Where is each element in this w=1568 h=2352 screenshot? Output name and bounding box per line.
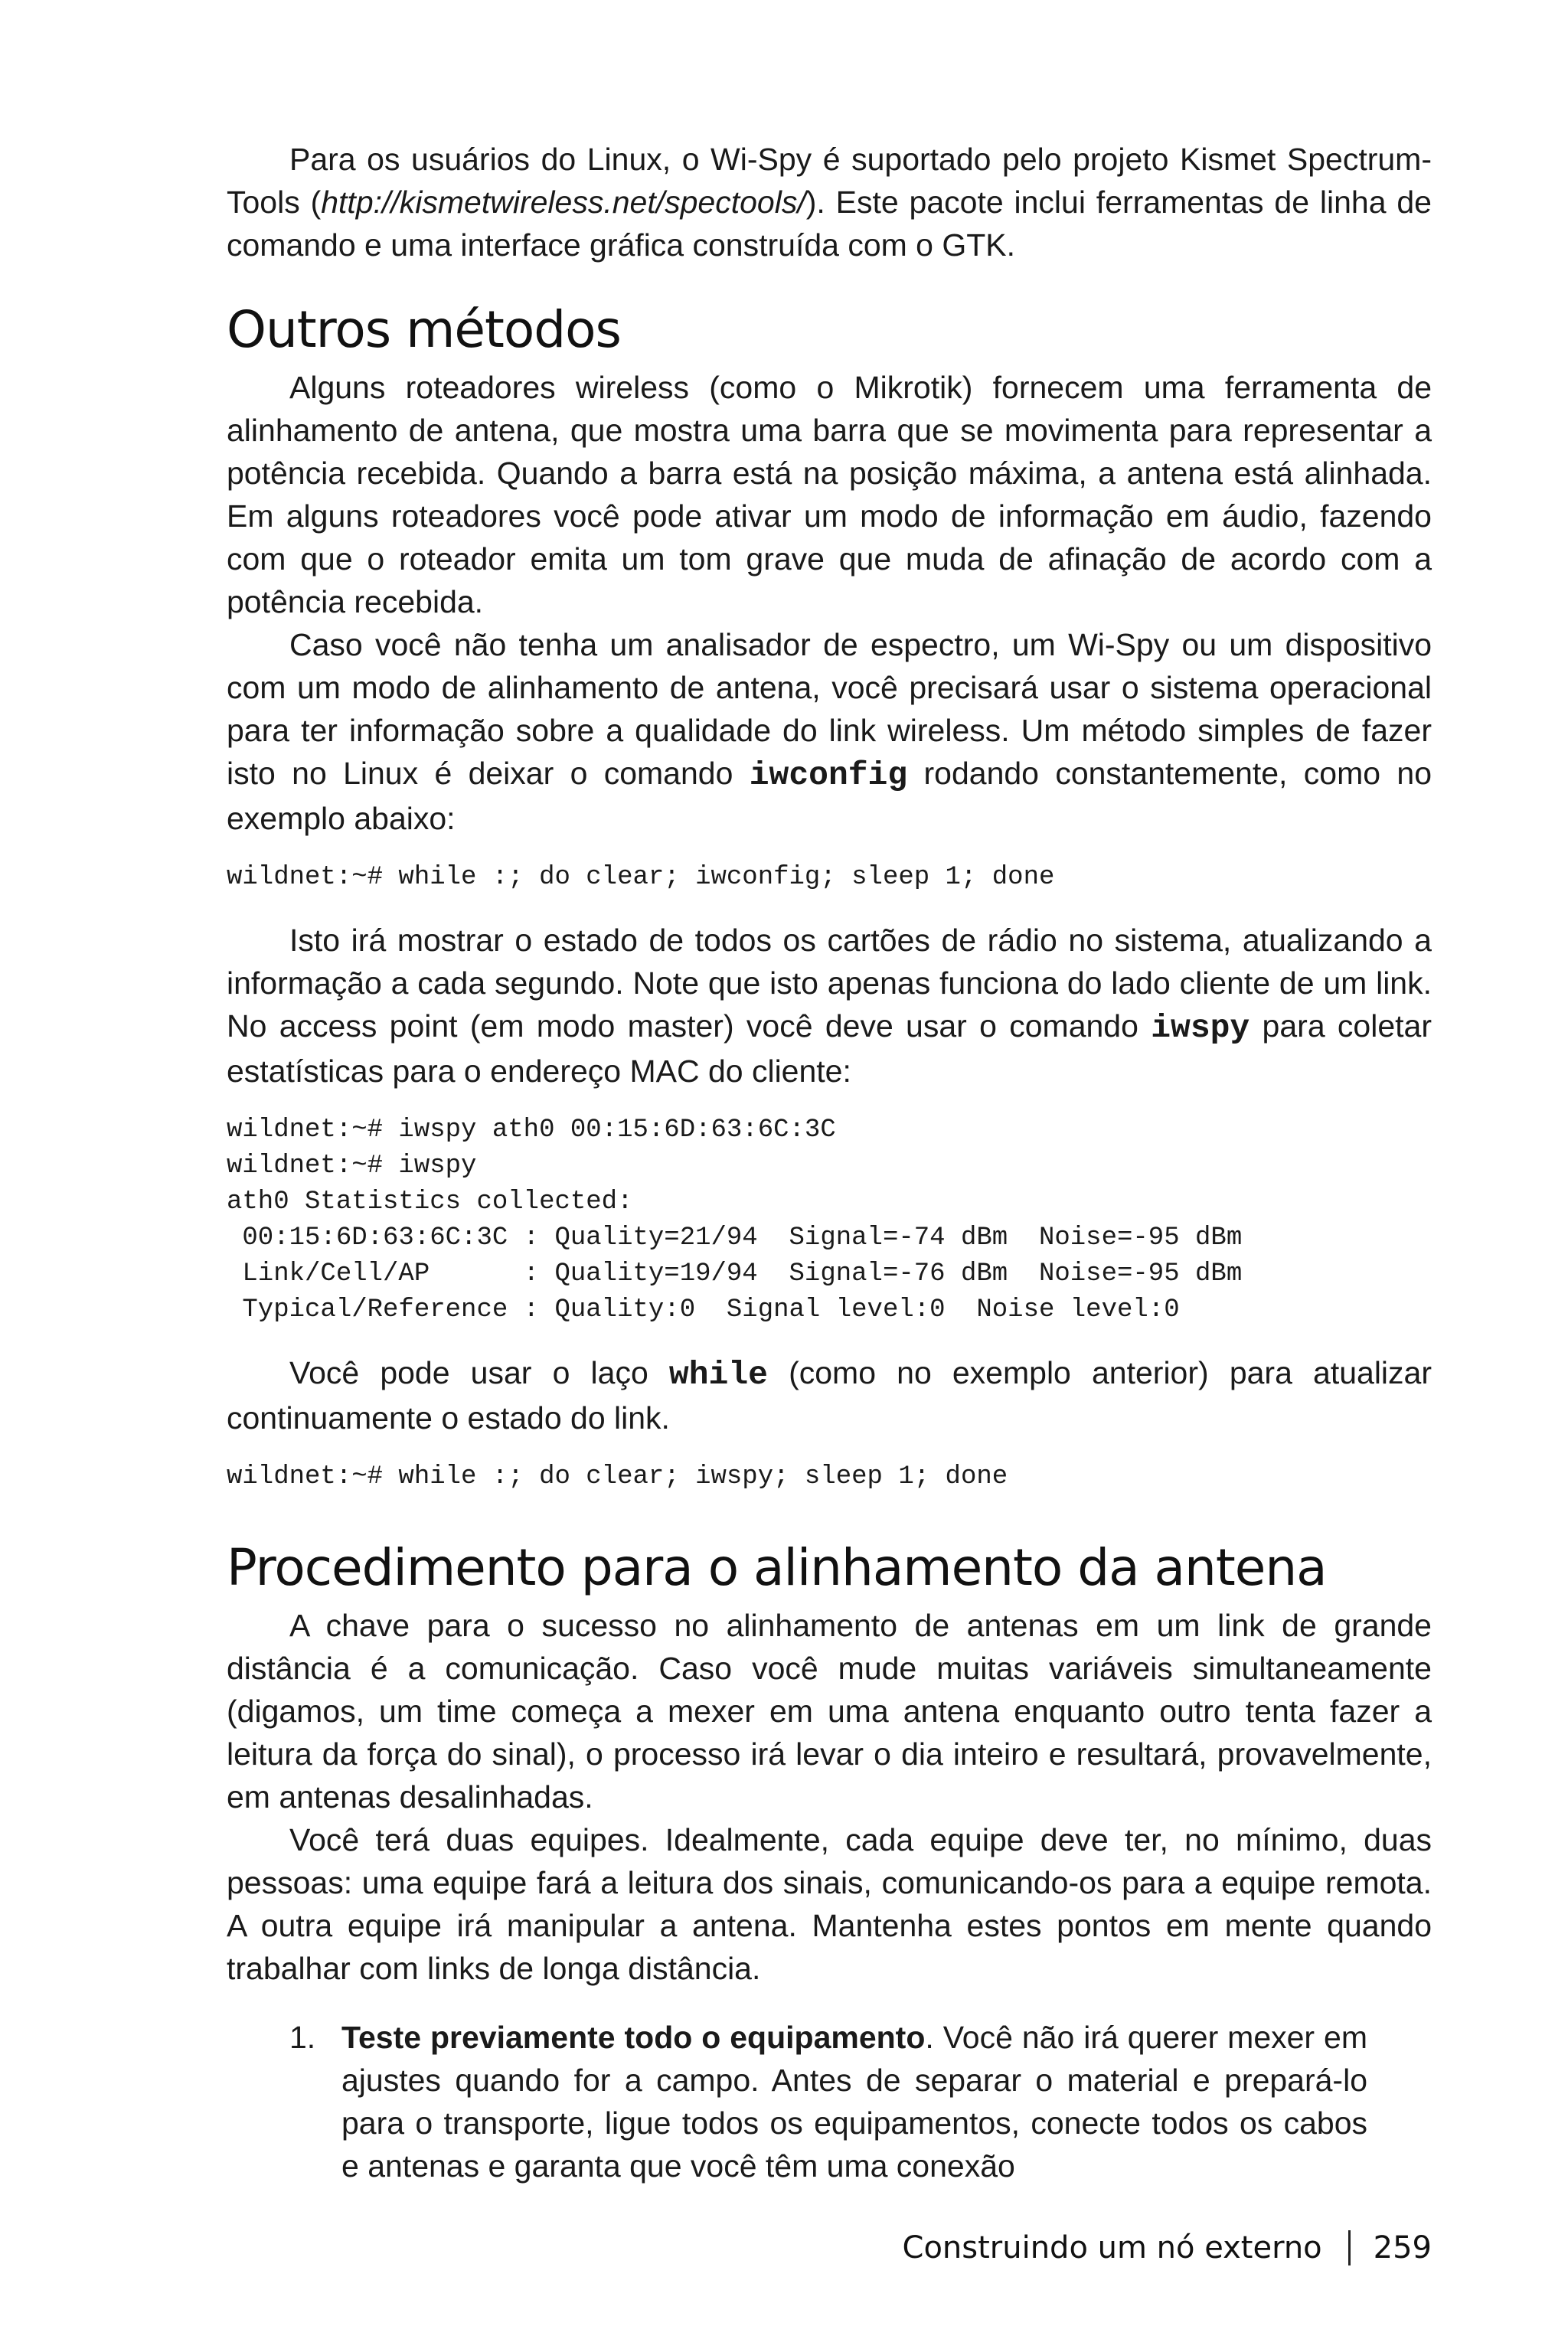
section-heading-outros-metodos: Outros métodos [227, 300, 621, 359]
spectools-url[interactable]: http://kismetwireless.net/spectools/ [321, 185, 806, 220]
page-footer [903, 2226, 1432, 2269]
procedure-list [227, 2016, 1432, 2187]
paragraph-text: Caso você não tenha um analisador de espectro, um Wi-Spy ou um dispositivo com um modo de alinhamento de antena, você precisará usar o sistema operacional para ter informação sobre a qualidade do link wireless. Um método simples de fazer isto no Linux é deixar o comando [227, 627, 1432, 791]
section-heading-procedimento: Procedimento para o alinhamento da antena [227, 1538, 1327, 1597]
paragraph-text: Você pode usar o laço [289, 1355, 669, 1390]
footer-chapter-title: Construindo um nó externo [902, 2230, 1322, 2265]
intro-text: Para os usuários do Linux, o Wi-Spy é suportado pelo projeto Kismet Spectrum-Tools ( [227, 142, 1432, 220]
code-block-iwspy-output: wildnet:~# iwspy ath0 00:15:6D:63:6C:3C wildnet:~# iwspy ath0 Statistics collected: 00:15:6D:63:6C:3C : Quality=21/94 Signal=-74 dBm Noise=-95 dBm Link/Cell/AP : Quality=19/94 Signal=-76 dBm Noise=-95 dBm Typical/Reference : Quality:0 Signal level:0 Noise level:0 [227, 1116, 1243, 1325]
list-item-number: 1. [289, 2020, 316, 2055]
intro-paragraph [227, 138, 1432, 266]
inline-code-while: while [668, 1356, 768, 1393]
footer-divider [1348, 2230, 1351, 2265]
paragraph-comunicacao: A chave para o sucesso no alinhamento de antenas em um link de grande distância é a comunicação. Caso você mude muitas variáveis simultaneamente (digamos, um time começa a mexer em uma antena enquanto outro tenta fazer a leitura da força do sinal), o processo irá levar o dia inteiro e resultará, provavelmente, em antenas desalinhadas. [227, 1608, 1432, 1815]
list-item-text: . Você não irá querer mexer em ajustes quando for a campo. Antes de separar o material e prepará-lo para o transporte, ligue todos os equipamentos, conecte todos os cabos e antenas e garanta que você têm uma conexão [341, 2020, 1367, 2184]
footer-page-number: 259 [1373, 2230, 1432, 2265]
paragraph-equipes: Você terá duas equipes. Idealmente, cada equipe deve ter, no mínimo, duas pessoas: uma equipe fará a leitura dos sinais, comunicando-os para a equipe remota. A outra equipe irá manipular a antena. Mantenha estes pontos em mente quando trabalhar com links de longa distância. [227, 1822, 1432, 1986]
paragraph-text-end: (como no exemplo anterior) para atualizar continuamente o estado do link. [227, 1355, 1432, 1436]
intro-text-end: ). Este pacote inclui ferramentas de linha de comando e uma interface gráfica construída com o GTK. [227, 185, 1432, 263]
code-block-iwspy-loop: wildnet:~# while :; do clear; iwspy; sleep 1; done [227, 1462, 1008, 1491]
paragraph-mikrotik: Alguns roteadores wireless (como o Mikrotik) fornecem uma ferramenta de alinhamento de antena, que mostra uma barra que se movimenta para representar a potência recebida. Quando a barra está na posição máxima, a antena está alinhada. Em alguns roteadores você pode ativar um modo de informação em áudio, fazendo com que o roteador emita um tom grave que muda de afinação de acordo com a potência recebida. [227, 370, 1432, 619]
list-item-bold-title: Teste previamente todo o equipamento [341, 2020, 926, 2055]
paragraph-iwconfig [227, 623, 1432, 840]
page-body [227, 138, 1432, 2187]
paragraph-text-end: rodando constantemente, como no exemplo abaixo: [227, 756, 1432, 836]
paragraph-text: Isto irá mostrar o estado de todos os cartões de rádio no sistema, atualizando a informação a cada segundo. Note que isto apenas funciona do lado cliente de um link. No access point (em modo master) você deve usar o comando [227, 923, 1432, 1044]
paragraph-text-end: para coletar estatísticas para o endereço MAC do cliente: [227, 1008, 1432, 1089]
paragraph-while-loop [227, 1351, 1432, 1439]
paragraph-iwspy [227, 919, 1432, 1093]
inline-code-iwspy: iwspy [1151, 1009, 1250, 1047]
code-block-iwconfig-loop: wildnet:~# while :; do clear; iwconfig; sleep 1; done [227, 863, 1055, 892]
inline-code-iwconfig: iwconfig [749, 756, 908, 794]
list-item [227, 2016, 1432, 2187]
